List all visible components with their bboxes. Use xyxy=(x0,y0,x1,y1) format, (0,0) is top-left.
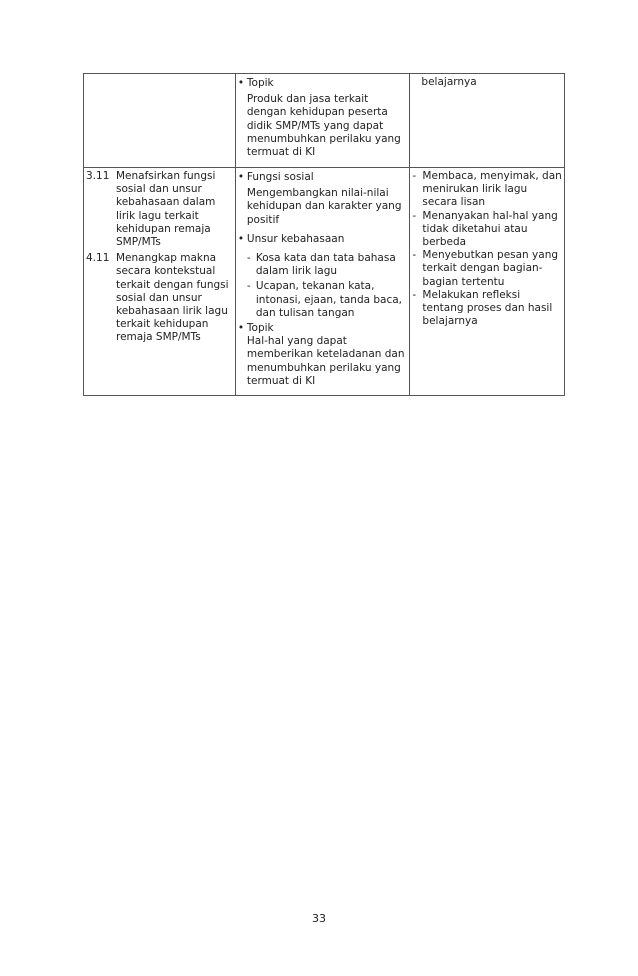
topik-text: Hal-hal yang dapat memberikan keteladanan dan menumbuhkan perilaku yang termuat di KI xyxy=(246,335,405,387)
list-item xyxy=(412,249,562,289)
activity-text: Melakukan refleksi tentang proses dan hasil belajarnya xyxy=(422,288,553,328)
kd-text: Menangkap makna secara kontekstual terkait dengan fungsi sosial dan unsur kebahasaan lirik lagu terkait kehidupan remaja SMP/MTs xyxy=(116,252,229,344)
unsur-label: Unsur kebahasaan xyxy=(246,232,345,245)
list-item xyxy=(412,289,562,329)
dash-marker: - xyxy=(412,209,417,222)
materi-cell xyxy=(235,74,410,168)
topik-label: Topik xyxy=(246,322,274,335)
fungsi-label: Fungsi sosial xyxy=(246,171,314,183)
unsur-item: Kosa kata dan tata bahasa dalam lirik lagu xyxy=(255,252,396,278)
list-item xyxy=(86,170,233,249)
kd-number: 4.11 xyxy=(86,252,110,265)
list-item xyxy=(86,252,233,344)
bullet-icon: • xyxy=(237,232,245,245)
list-item xyxy=(238,171,408,184)
list-item xyxy=(238,322,408,335)
table-row xyxy=(84,74,565,168)
kd-cell xyxy=(84,168,236,396)
topik-text: Produk dan jasa terkait dengan kehidupan peserta didik SMP/MTs yang dapat menumbuhkan perilaku yang termuat di KI xyxy=(246,93,401,159)
kd-number: 3.11 xyxy=(86,170,110,182)
bullet-icon: • xyxy=(237,322,245,335)
list-item xyxy=(238,77,408,90)
list-item xyxy=(412,210,562,250)
dash-marker: - xyxy=(412,170,417,182)
kd-cell-empty xyxy=(84,74,236,168)
list-item xyxy=(238,252,408,278)
dash-marker: - xyxy=(412,249,417,262)
activity-cell xyxy=(410,74,565,168)
bullet-icon: • xyxy=(237,77,245,89)
activity-text: Membaca, menyimak, dan menirukan lirik lagu secara lisan xyxy=(422,170,562,209)
syllabus-table xyxy=(83,73,565,396)
list-item xyxy=(412,170,562,210)
dash-marker: - xyxy=(412,288,417,301)
topik-label: Topik xyxy=(246,77,274,89)
dash-marker: - xyxy=(246,252,251,265)
activity-text: Menanyakan hal-hal yang tidak diketahui atau berbeda xyxy=(422,209,558,249)
activity-text: Menyebutkan pesan yang terkait dengan bagian-bagian tertentu xyxy=(422,249,559,288)
activity-cell xyxy=(410,168,565,396)
bullet-icon: • xyxy=(237,171,245,183)
kd-text: Menafsirkan fungsi sosial dan unsur kebahasaan dalam lirik lagu terkait kehidupan remaja SMP/MTs xyxy=(116,170,216,249)
dash-marker: - xyxy=(246,280,251,293)
activity-continuation: belajarnya xyxy=(421,76,477,88)
table-row xyxy=(84,168,565,396)
page-number: 33 xyxy=(312,912,326,925)
list-item xyxy=(238,233,408,246)
fungsi-text: Mengembangkan nilai-nilai kehidupan dan karakter yang positif xyxy=(246,187,402,226)
materi-cell xyxy=(235,168,410,396)
list-item xyxy=(238,280,408,320)
unsur-item: Ucapan, tekanan kata, intonasi, ejaan, tanda baca, dan tulisan tangan xyxy=(255,280,403,319)
